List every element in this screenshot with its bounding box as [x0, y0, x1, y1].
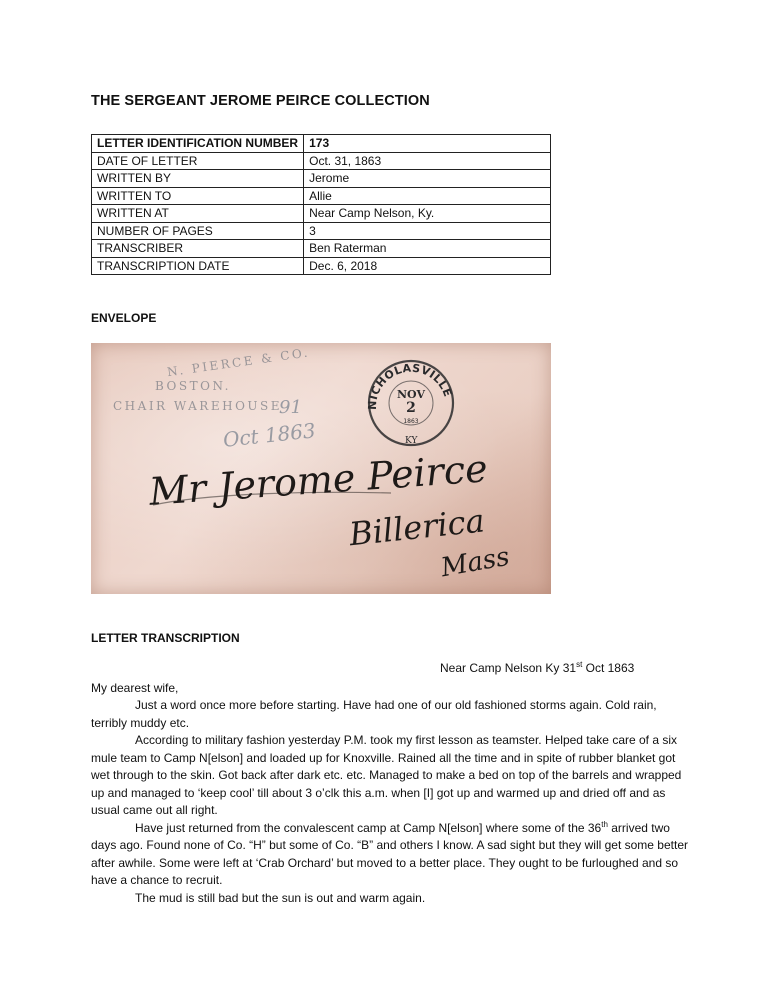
envelope-heading: ENVELOPE — [91, 311, 157, 325]
stamp-line-1: N. PIERCE & CO. — [166, 345, 311, 380]
table-cell-value: 173 — [304, 135, 551, 153]
letter-dateline: Near Camp Nelson Ky 31st Oct 1863 — [440, 660, 635, 675]
table-cell-value: Oct. 31, 1863 — [304, 152, 551, 170]
page-title: THE SERGEANT JEROME PEIRCE COLLECTION — [91, 93, 430, 109]
postmark-year: 1863 — [403, 418, 419, 425]
table-cell-label: DATE OF LETTER — [92, 152, 304, 170]
letter-paragraph: The mud is still bad but the sun is out and warm again. — [135, 890, 426, 905]
envelope-image — [91, 343, 551, 594]
table-cell-value: Dec. 6, 2018 — [304, 257, 551, 275]
table-cell-label: TRANSCRIPTION DATE — [92, 257, 304, 275]
table-cell-value: Jerome — [304, 170, 551, 188]
table-row — [92, 222, 551, 240]
postmark-town: NICHOLASVILLE — [365, 361, 455, 411]
table-header-row — [92, 135, 551, 153]
table-cell-value: Near Camp Nelson, Ky. — [304, 205, 551, 223]
table-row — [92, 170, 551, 188]
table-cell-value: 3 — [304, 222, 551, 240]
letter-paragraph: According to military fashion yesterday P.M. took my first lesson as teamster. Helped take care of a six mule team to Camp N[elson] and loaded up for Knoxville. Rained all the time and in spite of rubber blanket got wet through to the skin. Got back after dark etc. etc. Managed to make a bed on top of the barrels and wrapped up and managed to ‘keep cool’ till about 3 o’clk this a.m. when [I] got up and warmed up and dried off and as usual came out all right. — [91, 733, 682, 817]
letter-paragraph: Have just returned from the convalescent camp at Camp N[elson] where some of the 36th arrived two days ago. Found none of Co. “H” but some of Co. “B” and others I know. A sad sight but they will get some better after awhile. Some were left at ‘Crab Orchard’ but moved to a better place. They ought to be furloughed and so have a chance to recruit. — [91, 819, 688, 887]
table-cell-label: WRITTEN BY — [92, 170, 304, 188]
pencil-number: 91 — [279, 397, 302, 418]
postmark-state: KY — [405, 436, 418, 446]
table-row — [92, 240, 551, 258]
letter-heading: LETTER TRANSCRIPTION — [91, 631, 240, 645]
table-row — [92, 187, 551, 205]
table-cell-value: Ben Raterman — [304, 240, 551, 258]
address-state: Mass — [438, 541, 512, 584]
letter-transcription — [91, 660, 691, 907]
table-cell-label: WRITTEN AT — [92, 205, 304, 223]
address-name: Mr Jerome Peirce — [147, 446, 489, 514]
pencil-note: Oct 1863 — [221, 418, 317, 452]
envelope-scan — [91, 343, 551, 594]
table-cell-value: Allie — [304, 187, 551, 205]
table-cell-label: LETTER IDENTIFICATION NUMBER — [92, 135, 304, 153]
table-row — [92, 205, 551, 223]
stamp-line-3: CHAIR WAREHOUSE — [113, 399, 282, 413]
table-row — [92, 152, 551, 170]
table-cell-label: TRANSCRIBER — [92, 240, 304, 258]
postmark-month: NOV — [397, 388, 425, 401]
letter-salutation: My dearest wife, — [91, 680, 179, 695]
address-town: Billerica — [347, 501, 487, 554]
table-cell-label: NUMBER OF PAGES — [92, 222, 304, 240]
postmark-day: 2 — [406, 400, 416, 416]
postmark-stamp — [366, 361, 455, 446]
table-row — [92, 257, 551, 275]
letter-paragraph: Just a word once more before starting. Have had one of our old fashioned storms again. Cold rain, terribly muddy etc. — [91, 698, 657, 730]
table-cell-label: WRITTEN TO — [92, 187, 304, 205]
stamp-line-2: BOSTON. — [155, 379, 231, 393]
letter-info-table — [91, 134, 551, 275]
